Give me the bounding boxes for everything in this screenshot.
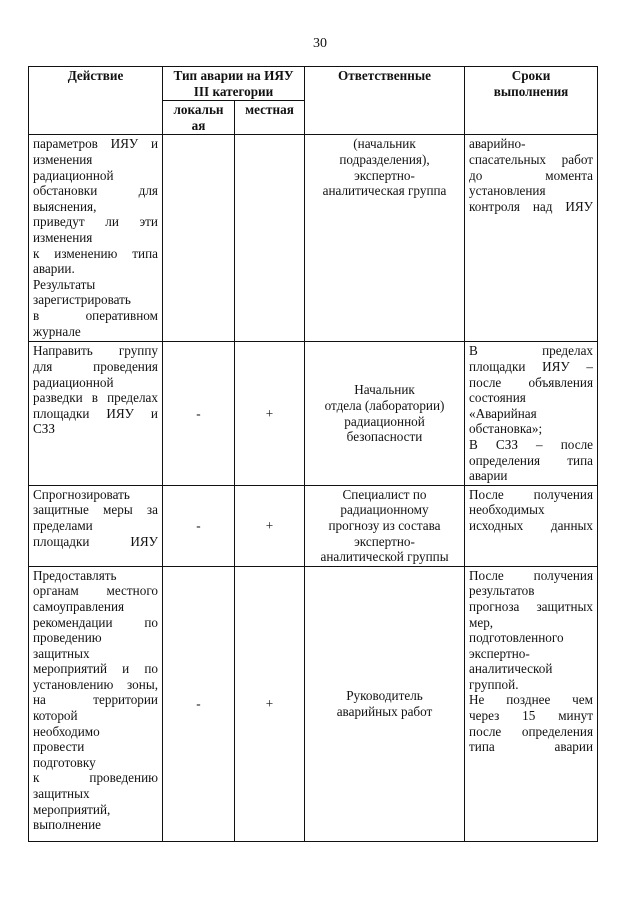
action-line: защитных (33, 645, 90, 661)
terms-line: аналитической (469, 661, 553, 677)
terms-line: площадки ИЯУ – (469, 358, 594, 374)
action-line: радиационной (33, 374, 114, 390)
terms-cell (465, 135, 598, 342)
terms-line: установления (469, 183, 546, 199)
table-row (29, 485, 598, 566)
terms-line: контроля над ИЯУ (469, 198, 594, 214)
terms-line: аварии (469, 468, 508, 484)
action-line: СЗЗ (33, 421, 56, 437)
action-line: для проведения (33, 358, 158, 374)
responsible-line: отдела (лаборатории) (324, 397, 445, 413)
terms-line: В пределах (469, 343, 594, 359)
terms-line: группой. (469, 676, 519, 692)
action-line: необходимо (33, 723, 100, 739)
terms-line: исходных данных (469, 517, 594, 533)
local-mark-cell: - (163, 566, 235, 841)
table-row (29, 566, 598, 841)
terms-cell (465, 485, 598, 566)
action-line: радиационной (33, 167, 114, 183)
responsible-cell (305, 485, 465, 566)
header-type-line1: Тип аварии на ИЯУ (173, 68, 294, 83)
terms-line: обстановка»; (469, 421, 543, 437)
action-line: журнале (33, 323, 81, 339)
action-line: Предоставлять (33, 567, 117, 583)
terms-line: после объявления (469, 374, 594, 390)
header-type-line2: III категории (193, 83, 274, 99)
header-terms-line2: выполнения (493, 83, 569, 99)
terms-line: состояния (469, 390, 526, 406)
action-line: изменения (33, 229, 93, 245)
responsible-line: Руководитель (346, 688, 423, 704)
header-regional: местная (235, 101, 305, 135)
action-line: параметров ИЯУ и (33, 136, 158, 152)
action-line: аварии. (33, 261, 75, 277)
terms-line: В СЗЗ – после (469, 436, 594, 452)
regional-mark-cell: + (235, 342, 305, 485)
responsible-cell (305, 135, 465, 342)
header-row (29, 67, 598, 101)
header-accident-type (163, 67, 305, 101)
action-line: рекомендации по (33, 614, 158, 630)
action-line: пределами (33, 517, 93, 533)
action-line: органам местного (33, 583, 158, 599)
action-cell (29, 342, 163, 485)
action-cell (29, 566, 163, 841)
action-line: в оперативном (33, 307, 158, 323)
terms-line: после определения (469, 723, 594, 739)
regional-mark-cell (235, 135, 305, 342)
terms-line: аварийно- (469, 136, 526, 152)
regional-mark-cell: + (235, 566, 305, 841)
responsible-line: (начальник (353, 136, 416, 152)
terms-line: спасательных работ (469, 151, 594, 167)
action-line: проведению (33, 630, 102, 646)
action-line: выполнение (33, 817, 102, 833)
terms-line: экспертно- (469, 645, 530, 661)
local-mark-cell (163, 135, 235, 342)
action-line: самоуправления (33, 598, 125, 614)
responsible-line: экспертно- (354, 533, 415, 549)
page-number: 30 (313, 36, 327, 51)
action-line: Спрогнозировать (33, 486, 130, 502)
responsible-line: Начальник (354, 382, 415, 398)
header-responsible: Ответственные (305, 67, 465, 135)
local-mark-cell: - (163, 485, 235, 566)
action-cell (29, 485, 163, 566)
action-line: к изменению типа (33, 245, 158, 261)
responsible-line: аналитической группы (320, 549, 449, 565)
responsible-line: радиационному (340, 502, 429, 518)
action-line: Результаты (33, 276, 96, 292)
header-local-line2: ая (191, 117, 206, 133)
terms-line: После получения (469, 486, 594, 502)
header-local-line1: локальн (173, 102, 224, 118)
terms-line: результатов (469, 583, 535, 599)
action-line: разведки в пределах (33, 390, 158, 406)
table-row (29, 135, 598, 342)
action-line: зарегистрировать (33, 292, 131, 308)
terms-line: необходимых (469, 502, 545, 518)
responsible-line: прогнозу из состава (328, 517, 441, 533)
local-mark-cell: - (163, 342, 235, 485)
action-line: обстановки для (33, 183, 158, 199)
table-row (29, 342, 598, 485)
responsible-line: безопасности (346, 429, 423, 445)
header-terms (465, 67, 598, 135)
action-line: изменения (33, 151, 93, 167)
action-line: площадки ИЯУ и (33, 405, 158, 421)
responsible-cell (305, 566, 465, 841)
action-line: защитных (33, 786, 90, 802)
action-line: на территории (33, 692, 158, 708)
responsible-line: аварийных работ (336, 703, 433, 719)
action-line: приведут ли эти (33, 214, 158, 230)
terms-line: «Аварийная (469, 405, 537, 421)
action-line: которой (33, 708, 78, 724)
response-actions-table (28, 66, 598, 842)
terms-cell (465, 566, 598, 841)
terms-cell (465, 342, 598, 485)
terms-line: определения типа (469, 452, 594, 468)
terms-line: мер, (469, 614, 494, 630)
terms-line: прогноза защитных (469, 598, 594, 614)
action-line: выяснения, (33, 198, 97, 214)
terms-line: После получения (469, 567, 594, 583)
responsible-line: экспертно- (354, 167, 415, 183)
action-line: площадки ИЯУ (33, 533, 158, 549)
terms-line: до момента (469, 167, 594, 183)
responsible-line: радиационной (344, 413, 425, 429)
action-cell (29, 135, 163, 342)
action-line: мероприятий, (33, 801, 111, 817)
terms-line: подготовленного (469, 630, 564, 646)
header-local (163, 101, 235, 135)
terms-line: типа аварии (469, 739, 594, 755)
action-line: к проведению (33, 770, 158, 786)
action-line: мероприятий и по (33, 661, 158, 677)
header-action: Действие (29, 67, 163, 135)
action-line: провести (33, 739, 85, 755)
responsible-line: Специалист по (342, 486, 427, 502)
action-line: Направить группу (33, 343, 158, 359)
terms-line: Не позднее чем (469, 692, 594, 708)
responsible-line: аналитическая группа (322, 183, 447, 199)
action-line: подготовку (33, 754, 96, 770)
header-terms-line1: Сроки (511, 68, 551, 83)
responsible-line: подразделения), (339, 151, 430, 167)
action-line: установлению зоны, (33, 676, 158, 692)
responsible-cell (305, 342, 465, 485)
regional-mark-cell: + (235, 485, 305, 566)
action-line: защитные меры за (33, 502, 158, 518)
terms-line: через 15 минут (469, 708, 594, 724)
